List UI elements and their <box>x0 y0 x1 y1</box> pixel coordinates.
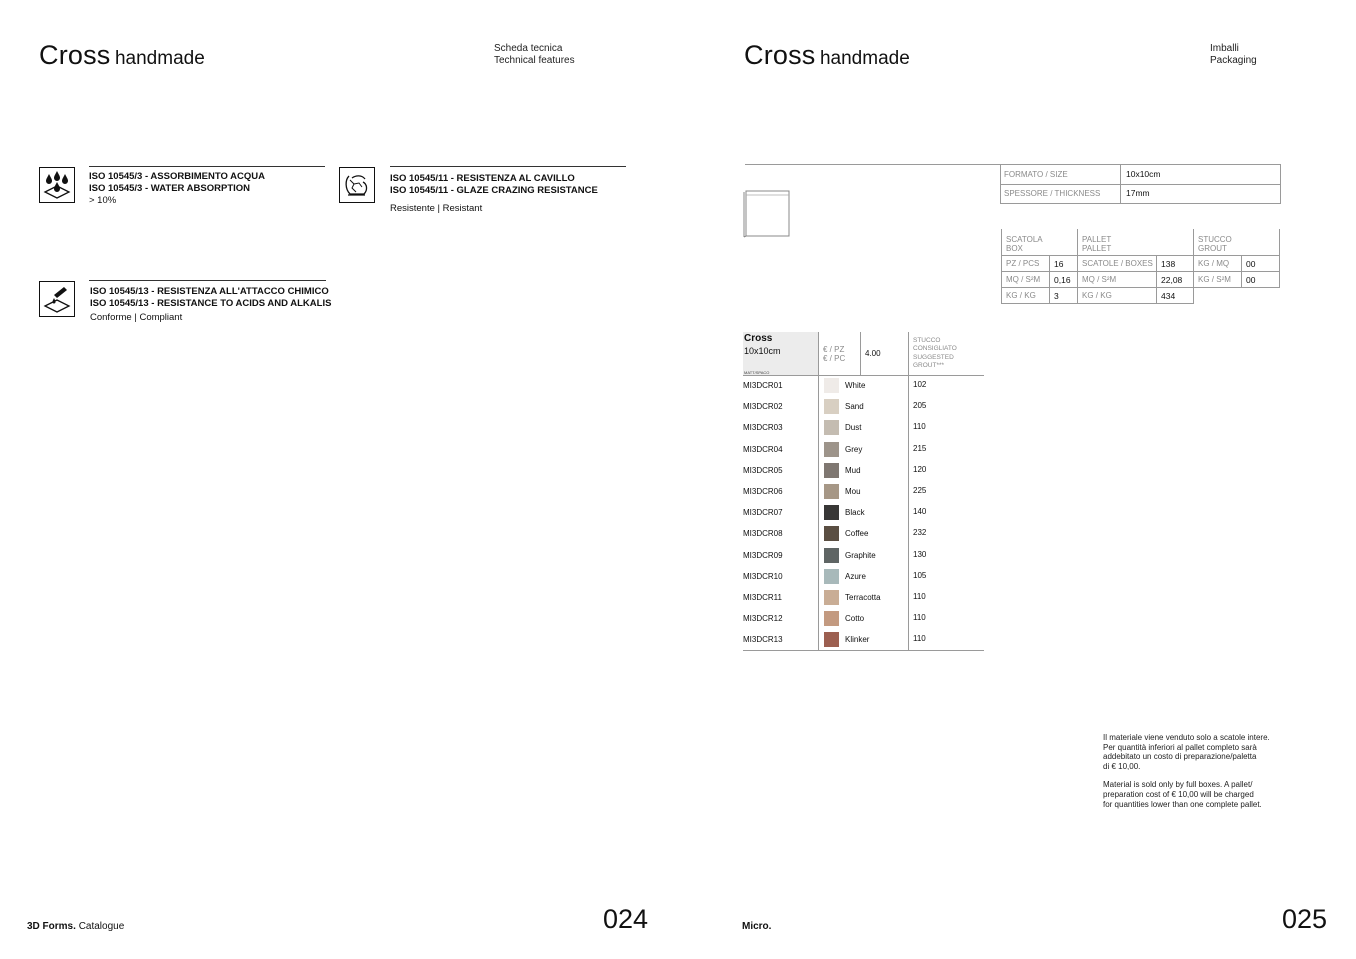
grout-code: 105 <box>913 570 927 580</box>
product-code: MI3DCR11 <box>743 593 782 602</box>
color-name: Azure <box>845 571 866 581</box>
table-row <box>743 524 984 545</box>
footer-catalogue: Catalogue <box>78 921 125 932</box>
grout-code: 215 <box>913 443 927 453</box>
pallet-boxes-label: SCATOLE / BOXES <box>1082 259 1153 268</box>
spec-rule-1 <box>89 166 325 167</box>
water-drops-icon <box>39 167 75 203</box>
note-italian: Il materiale viene venduto solo a scatole intere. Per quantità inferiori al pallet completo sarà addebitato un costo di preparazione/paletta di € 10,00. <box>1103 733 1270 771</box>
spec-water-absorption <box>89 171 265 207</box>
grout-code: 120 <box>913 464 927 474</box>
product-size: 10x10cm <box>744 346 781 356</box>
color-swatch <box>824 378 839 393</box>
box-header: SCATOLA BOX <box>1006 235 1043 253</box>
product-code: MI3DCR12 <box>743 614 783 624</box>
table-row <box>743 609 984 630</box>
left-section-label <box>494 43 575 67</box>
spec-rule-3 <box>89 280 326 281</box>
table-row <box>743 567 984 588</box>
tile-shape-icon <box>743 189 791 244</box>
product-name: Cross <box>744 333 773 344</box>
color-swatch <box>824 484 839 499</box>
grout-kgmq-label: KG / MQ <box>1198 259 1230 268</box>
table-row <box>743 397 984 418</box>
right-section-label <box>1210 43 1257 67</box>
product-code: MI3DCR13 <box>743 635 783 645</box>
thickness-value: 17mm <box>1126 188 1150 198</box>
pallet-kg-value: 434 <box>1161 291 1176 301</box>
color-swatch <box>824 548 839 563</box>
section-italian: Imballi <box>1210 43 1239 54</box>
grout-code: 110 <box>913 422 926 432</box>
product-code: MI3DCR06 <box>743 487 783 496</box>
color-swatch <box>824 442 839 457</box>
spec-chemical-resistance <box>90 286 331 324</box>
box-mq-label: MQ / S²M <box>1006 275 1041 284</box>
product-code: MI3DCR01 <box>743 381 783 390</box>
page-number-left: 024 <box>603 904 649 934</box>
grout-code: 205 <box>913 401 927 411</box>
product-code: MI3DCR09 <box>743 550 783 560</box>
box-mq-value: 0,16 <box>1054 275 1071 285</box>
color-name: Klinker <box>845 635 870 645</box>
format-value: 10x10cm <box>1126 169 1161 179</box>
product-code: MI3DCR02 <box>743 402 783 412</box>
spec-value: Conforme | Compliant <box>90 312 183 323</box>
spec-title-en: ISO 10545/11 - GLAZE CRAZING RESISTANCE <box>390 185 598 196</box>
title-sub: handmade <box>114 48 205 69</box>
spec-title-en: ISO 10545/3 - WATER ABSORPTION <box>89 183 251 194</box>
price-value: 4.00 <box>865 349 881 358</box>
color-name: Mou <box>845 487 861 496</box>
table-row <box>743 461 984 482</box>
table-row <box>743 440 984 461</box>
spec-value: Resistente | Resistant <box>390 203 483 214</box>
glaze-crazing-icon <box>339 167 375 203</box>
grout-suggested-header: STUCCO CONSIGLIATO SUGGESTED GROUT*** <box>913 337 957 369</box>
title-main: Cross <box>39 40 111 70</box>
color-name: White <box>845 381 866 390</box>
product-code: MI3DCR03 <box>743 423 783 433</box>
color-swatch <box>824 526 839 541</box>
spec-rule-2 <box>390 166 626 167</box>
page-number-right: 025 <box>1282 904 1328 934</box>
sale-note <box>1103 733 1270 809</box>
pallet-kg-label: KG / KG <box>1082 291 1112 300</box>
color-swatch <box>824 505 839 520</box>
pallet-boxes-value: 138 <box>1161 259 1176 269</box>
section-english: Technical features <box>494 55 575 66</box>
price-unit-label: € / PZ € / PC <box>823 345 846 363</box>
section-italian: Scheda tecnica <box>494 43 563 54</box>
color-name: Black <box>845 508 865 518</box>
grout-kgs2m-value: 00 <box>1246 275 1256 285</box>
grout-code: 225 <box>913 486 927 495</box>
table-row <box>743 588 984 609</box>
grout-code: 130 <box>913 549 927 559</box>
thickness-label: SPESSORE / THICKNESS <box>1004 189 1101 198</box>
color-swatch <box>824 569 839 584</box>
right-page-title <box>744 40 910 71</box>
finish-label: MATT/SPACO <box>744 370 770 375</box>
color-name: Graphite <box>845 550 876 560</box>
left-footer <box>27 921 124 932</box>
right-footer: Micro. <box>742 921 772 932</box>
product-code: MI3DCR05 <box>743 465 783 475</box>
grout-header: STUCCO GROUT <box>1198 235 1232 253</box>
box-pcs-label: PZ / PCS <box>1006 259 1040 268</box>
grout-kgmq-value: 00 <box>1246 259 1256 269</box>
color-swatch <box>824 399 839 414</box>
footer-brand: 3D Forms. <box>27 921 76 932</box>
grout-code: 110 <box>913 613 926 623</box>
color-swatch <box>824 463 839 478</box>
spec-value: > 10% <box>89 195 117 206</box>
pallet-mq-label: MQ / S²M <box>1082 275 1117 284</box>
table-row <box>743 482 984 503</box>
box-pcs-value: 16 <box>1054 259 1064 269</box>
top-rule <box>745 164 1281 165</box>
table-row <box>743 376 984 397</box>
product-code: MI3DCR10 <box>743 571 783 581</box>
color-swatch <box>824 632 839 647</box>
color-name: Terracotta <box>845 593 881 602</box>
note-english: Material is sold only by full boxes. A pallet/ preparation cost of € 10,00 will be charged for quantities lower than one complete pallet. <box>1103 780 1262 809</box>
grout-code: 140 <box>913 507 927 517</box>
product-code: MI3DCR08 <box>743 529 783 539</box>
table-row <box>743 546 984 567</box>
grout-kgs2m-label: KG / S²M <box>1198 275 1231 284</box>
grout-code: 110 <box>913 634 926 644</box>
color-name: Sand <box>845 402 864 412</box>
chemical-resistance-icon <box>39 281 75 317</box>
color-name: Mud <box>845 465 861 475</box>
color-name: Cotto <box>845 614 865 624</box>
product-code: MI3DCR07 <box>743 508 783 518</box>
spec-glaze-crazing <box>390 173 598 215</box>
table-row <box>743 630 984 651</box>
title-sub: handmade <box>819 48 910 69</box>
color-swatch <box>824 611 839 626</box>
spec-title-it: ISO 10545/13 - RESISTENZA ALL'ATTACCO CHIMICO <box>90 286 329 297</box>
box-kg-label: KG / KG <box>1006 291 1036 300</box>
grout-code: 232 <box>913 528 927 538</box>
pallet-mq-value: 22,08 <box>1161 275 1183 285</box>
spec-title-it: ISO 10545/11 - RESISTENZA AL CAVILLO <box>390 173 575 184</box>
grout-code: 102 <box>913 380 927 389</box>
pallet-header: PALLET PALLET <box>1082 235 1112 253</box>
color-swatch <box>824 420 839 435</box>
spec-title-it: ISO 10545/3 - ASSORBIMENTO ACQUA <box>89 171 265 182</box>
product-code: MI3DCR04 <box>743 444 783 454</box>
grout-code: 110 <box>913 592 926 601</box>
table-row <box>743 503 984 524</box>
left-page-title <box>39 40 205 71</box>
color-swatch <box>824 590 839 605</box>
spec-title-en: ISO 10545/13 - RESISTANCE TO ACIDS AND ALKALIS <box>90 298 332 309</box>
color-name: Grey <box>845 444 863 454</box>
box-kg-value: 3 <box>1054 291 1059 301</box>
section-english: Packaging <box>1210 55 1257 66</box>
title-main: Cross <box>744 40 816 70</box>
color-name: Dust <box>845 423 862 433</box>
table-row <box>743 418 984 439</box>
color-name: Coffee <box>845 529 869 539</box>
format-label: FORMATO / SIZE <box>1004 170 1068 179</box>
